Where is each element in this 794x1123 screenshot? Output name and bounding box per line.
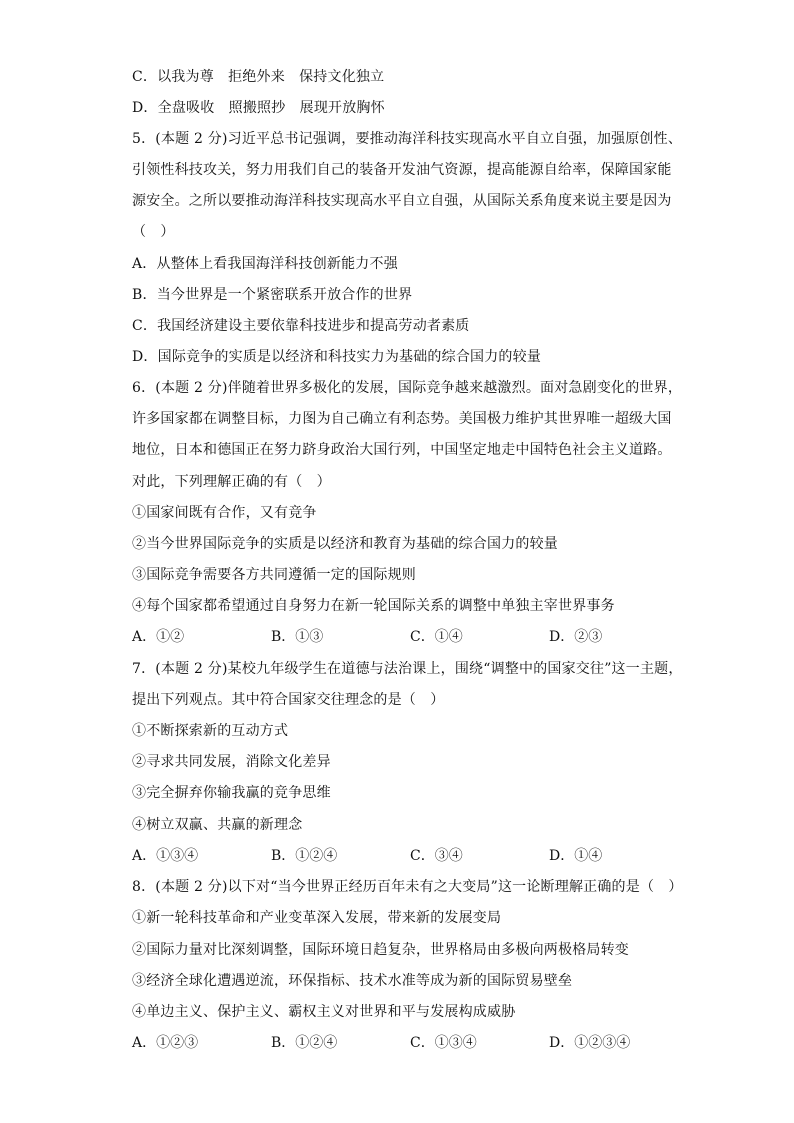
q8-option-b: B．①②④ [271, 1035, 338, 1051]
q5-option-a: A．从整体上看我国海洋科技创新能力不强 [132, 256, 398, 272]
q7-stem-line1: 7．(本题 2 分)某校九年级学生在道德与法治课上，围绕“调整中的国家交往”这一主题， [132, 661, 683, 677]
q6-item-3: ③国际竞争需要各方共同遵循一定的国际规则 [132, 567, 416, 583]
q8-stem-line1: 8．(本题 2 分)以下对“当今世界正经历百年未有之大变局”这一论断理解正确的是（ ） [132, 879, 683, 895]
q7-item-1: ①不断探索新的互动方式 [132, 723, 289, 739]
q8-option-c: C．①③④ [410, 1035, 477, 1051]
q6-stem-line2: 许多国家都在调整目标，力图为自己确立有利态势。美国极力维护其世界唯一超级大国 [132, 411, 672, 427]
q6-item-4: ④每个国家都希望通过自身努力在新一轮国际关系的调整中单独主宰世界事务 [132, 598, 615, 614]
q6-stem-line4: 对此，下列理解正确的有（ ） [132, 474, 331, 490]
q7-option-c: C．③④ [410, 848, 463, 864]
q8-item-4: ④单边主义、保护主义、霸权主义对世界和平与发展构成威胁 [132, 1004, 516, 1020]
q8-item-2: ②国际力量对比深刻调整，国际环境日趋复杂，世界格局由多极向两极格局转变 [132, 942, 629, 958]
q8-item-3: ③经济全球化遭遇逆流，环保指标、技术水准等成为新的国际贸易壁垒 [132, 973, 573, 989]
q8-option-d: D．①②③④ [549, 1035, 631, 1051]
q7-item-3: ③完全摒弃你输我赢的竞争思维 [132, 785, 331, 801]
q6-option-a: A．①② [132, 629, 185, 645]
q8-option-a: A．①②③ [132, 1035, 199, 1051]
q7-option-d: D．①④ [549, 848, 603, 864]
q7-option-a: A．①③④ [132, 848, 199, 864]
q4-option-d: D．全盘吸收 照搬照抄 展现开放胸怀 [132, 100, 385, 116]
q5-stem-line1: 5．(本题 2 分)习近平总书记强调，要推动海洋科技实现高水平自立自强，加强原创性、 [132, 131, 683, 147]
q6-item-2: ②当今世界国际竞争的实质是以经济和教育为基础的综合国力的较量 [132, 536, 558, 552]
q5-option-b: B．当今世界是一个紧密联系开放合作的世界 [132, 287, 413, 303]
q5-stem-line2: 引领性科技攻关，努力用我们自己的装备开发油气资源，提高能源自给率，保障国家能 [132, 162, 672, 178]
q6-stem-line1: 6．(本题 2 分)伴随着世界多极化的发展，国际竞争越来越激烈。面对急剧变化的世界， [132, 380, 683, 396]
q5-option-c: C．我国经济建设主要依靠科技进步和提高劳动者素质 [132, 318, 470, 334]
q5-stem-line4: （ ） [132, 224, 175, 240]
q5-stem-line3: 源安全。之所以要推动海洋科技实现高水平自立自强，从国际关系角度来说主要是因为 [132, 193, 672, 209]
q5-option-d: D．国际竞争的实质是以经济和科技实力为基础的综合国力的较量 [132, 349, 542, 365]
q6-option-b: B．①③ [271, 629, 324, 645]
q8-item-1: ①新一轮科技革命和产业变革深入发展，带来新的发展变局 [132, 910, 502, 926]
q6-stem-line3: 地位，日本和德国正在努力跻身政治大国行列，中国坚定地走中国特色社会主义道路。 [132, 442, 672, 458]
q6-item-1: ①国家间既有合作，又有竞争 [132, 505, 317, 521]
q7-item-4: ④树立双赢、共赢的新理念 [132, 817, 303, 833]
q7-item-2: ②寻求共同发展，消除文化差异 [132, 754, 331, 770]
q7-option-b: B．①②④ [271, 848, 338, 864]
q6-option-d: D．②③ [549, 629, 603, 645]
q4-option-c: C．以我为尊 拒绝外来 保持文化独立 [132, 69, 385, 85]
q7-stem-line2: 提出下列观点。其中符合国家交往理念的是（ ） [132, 692, 445, 708]
q6-option-c: C．①④ [410, 629, 463, 645]
